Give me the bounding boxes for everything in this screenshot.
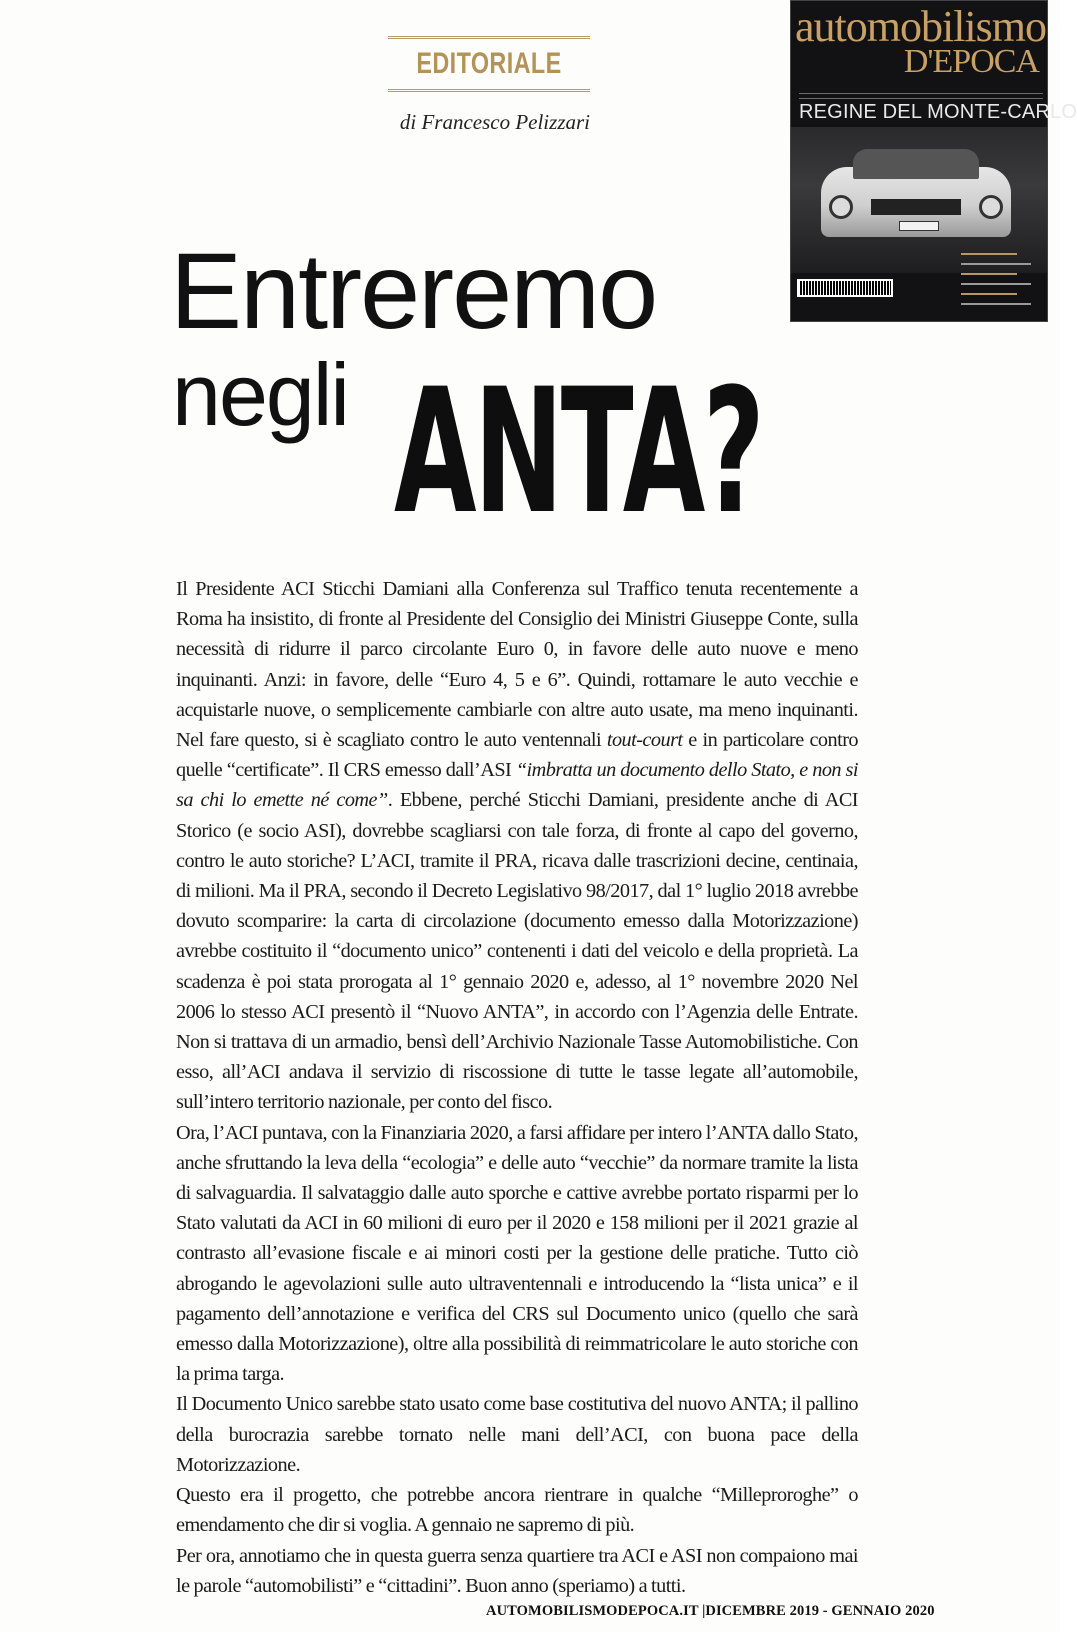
magazine-cover-image <box>790 0 1077 322</box>
header-rule-top <box>388 36 590 39</box>
article-paragraph: Per ora, annotiamo che in questa guerra senza quartiere tra ACI e ASI non compaiono mai le parole “automobilisti” e “cittadini”. Buon anno (speriamo) a tutti. <box>176 1544 858 1597</box>
section-header <box>388 34 590 94</box>
title-line-1: Entreremo <box>170 230 657 351</box>
cover-masthead-sub: D'EPOCA <box>903 43 1039 80</box>
title-line-2-small: negli <box>172 345 348 444</box>
cover-masthead: automobilismo <box>795 2 1046 51</box>
article-body <box>176 574 858 1601</box>
author-byline: di Francesco Pelizzari <box>399 110 590 134</box>
barcode-icon <box>797 279 893 297</box>
article-paragraph: Ora, l’ACI puntava, con la Finanziaria 2020, a farsi affidare per intero l’ANTA dallo Stato, anche sfruttando la leva della “ecologia” e delle auto “vecchie” da normare tramite la lista di salvaguardia. Il salvataggio dalle auto sporche e cattive avrebbe portato risparmi per lo Stato valutati da ACI in 60 milioni di euro per il 2020 e 158 milioni per il 2021 grazie al contrasto all’evasione fiscale e ai minori costi per la gestione delle pratiche. Tutto ciò abrogando le agevolazioni sulle auto ultraventennali e introducendo la “lista unica” e il pagamento dell’annotazione e verifica del CRS sul Documento unico (quello che sarà emesso dalla Motorizzazione), oltre alla possibilità di reimmatricolare le auto storiche con la prima targa. <box>176 1121 858 1386</box>
italic-quote: “imbratta un documento dello Stato, e non si sa chi lo emette né come” <box>176 759 858 812</box>
article-paragraph: Questo era il progetto, che potrebbe ancora rientrare in qualche “Milleproroghe” o emendamento che dir si voglia. A gennaio ne sapremo di più. <box>176 1484 858 1537</box>
car-plate <box>899 221 939 231</box>
car-headlight <box>829 195 853 219</box>
car-headlight <box>979 195 1003 219</box>
header-rule-bottom <box>388 89 590 92</box>
italic-phrase: tout-court <box>606 729 683 752</box>
section-label: EDITORIALE <box>416 47 562 80</box>
cover-headline: REGINE DEL MONTE-CARLO <box>799 101 1077 123</box>
cover-coverlines <box>961 245 1041 313</box>
page-footer: AUTOMOBILISMODEPOCA.IT |DICEMBRE 2019 - GENNAIO 2020 <box>486 1603 935 1619</box>
cover-strapline <box>799 93 1043 99</box>
title-line-2-big: ANTA? <box>394 351 763 552</box>
article-paragraph: Il Presidente ACI Sticchi Damiani alla Conferenza sul Traffico tenuta recentemente a Roma ha insistito, di fronte al Presidente del Consiglio dei Ministri Giuseppe Conte, sulla necessità di ridurre il parco circolante Euro 0, in favore delle auto nuove e meno inquinanti. Anzi: in favore, delle “Euro 4, 5 e 6”. Quindi, rottamare le auto vecchie e acquistarle nuove, o semplicemente cambiarle con altre auto usate, ma meno inquinanti. Nel fare questo, si è scagliato contro le auto ventennali tout-court e in particolare contro quelle “certificate”. Il CRS emesso dall’ASI “imbratta un documento dello Stato, e non si sa chi lo emette né come”. Ebbene, perché Sticchi Damiani, presidente anche di ACI Storico (e socio ASI), dovrebbe scagliarsi con tale forza, di fronte al capo del governo, contro le auto storiche? L’ACI, tramite il PRA, ricava dalle trascrizioni decine, centinaia, di milioni. Ma il PRA, secondo il Decreto Legislativo 98/2017, dal 1° luglio 2018 avrebbe dovuto scomparire: la carta di circolazione (documento emesso dalla Motorizzazione) avrebbe costituito il “documento unico” contenenti i dati del veicolo e della proprietà. La scadenza è poi stata prorogata al 1° gennaio 2020 e, adesso, al 1° novembre 2020 Nel 2006 lo stesso ACI presentò il “Nuovo ANTA”, in accordo con l’Agenzia delle Entrate. Non si trattava di un armadio, bensì dell’Archivio Nazionale Tasse Automobilistiche. Con esso, all’ACI andava il servizio di riscossione di tutte le tasse legate all’automobile, sull’intero territorio nazionale, per conto del fisco. <box>176 578 858 1114</box>
car-windshield <box>853 149 979 179</box>
article-paragraph: Il Documento Unico sarebbe stato usato come base costitutiva del nuovo ANTA; il pallino della burocrazia sarebbe tornato nelle mani dell’ACI, con buona pace della Motorizzazione. <box>176 1393 858 1476</box>
car-grille <box>871 199 961 215</box>
